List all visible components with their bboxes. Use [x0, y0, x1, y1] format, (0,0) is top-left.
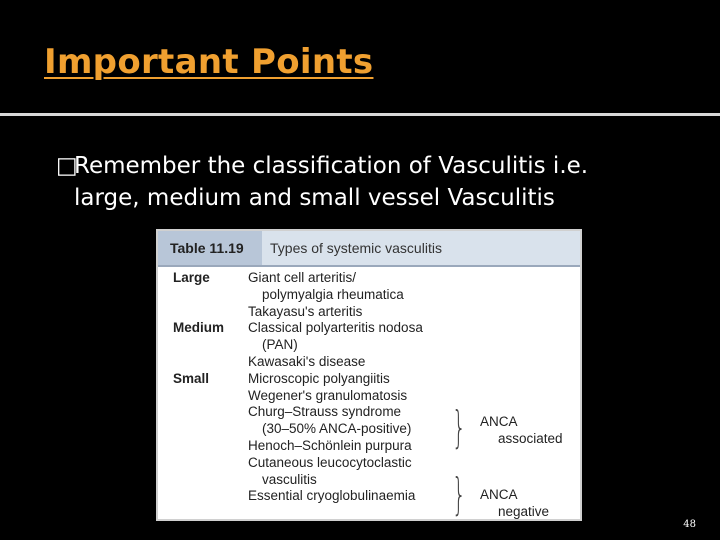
bullet-text-line1: Remember the classification of Vasculitis i.e. — [74, 153, 589, 179]
table-header — [158, 231, 580, 267]
note-line2: associated — [498, 430, 563, 446]
category-label: Medium — [173, 320, 225, 336]
list-item: Microscopic polyangiitis — [248, 370, 390, 386]
list-item: Wegener's granulomatosis — [248, 387, 408, 403]
page-number: 48 — [683, 519, 696, 530]
anca-associated-note — [480, 414, 563, 448]
list-item: (PAN) — [262, 337, 298, 353]
bullet-text-line2: large, medium and small vessel Vasculitis — [74, 185, 555, 211]
list-item: Classical polyarteritis nodosa — [248, 320, 423, 336]
table-number: Table 11.19 — [158, 231, 262, 265]
slide-title: Important Points — [44, 42, 374, 82]
list-item: (30–50% ANCA-positive) — [262, 421, 412, 437]
category-label: Small — [173, 370, 210, 386]
list-item: polymyalgia rheumatica — [262, 286, 404, 302]
list-item: Cutaneous leucocytoclastic — [248, 454, 412, 470]
list-item: vasculitis — [262, 471, 317, 487]
list-item: Giant cell arteritis/ — [248, 270, 357, 285]
list-item: Kawasaki's disease — [248, 353, 366, 369]
list-item: Churg–Strauss syndrome — [248, 404, 402, 420]
vasculitis-table — [156, 229, 582, 521]
bullet-marker: □ — [56, 153, 78, 179]
list-item: Essential cryoglobulinaemia — [248, 488, 416, 504]
title-rule — [0, 113, 720, 116]
list-item: Takayasu's arteritis — [248, 303, 363, 319]
table-body — [158, 267, 580, 520]
category-items — [248, 320, 580, 370]
list-item: Henoch–Schönlein purpura — [248, 437, 412, 453]
brace-icon: } — [452, 469, 466, 520]
category-items — [248, 270, 580, 320]
category-label: Large — [173, 270, 210, 285]
table-row-medium — [158, 320, 580, 370]
bullet-point — [56, 150, 696, 214]
note-line2: negative — [498, 503, 550, 519]
table-row-large — [158, 270, 580, 320]
note-line1: ANCA — [480, 487, 518, 502]
brace-icon: } — [452, 402, 466, 453]
note-line1: ANCA — [480, 414, 518, 429]
anca-negative-note — [480, 487, 549, 521]
table-title: Types of systemic vasculitis — [262, 231, 580, 265]
